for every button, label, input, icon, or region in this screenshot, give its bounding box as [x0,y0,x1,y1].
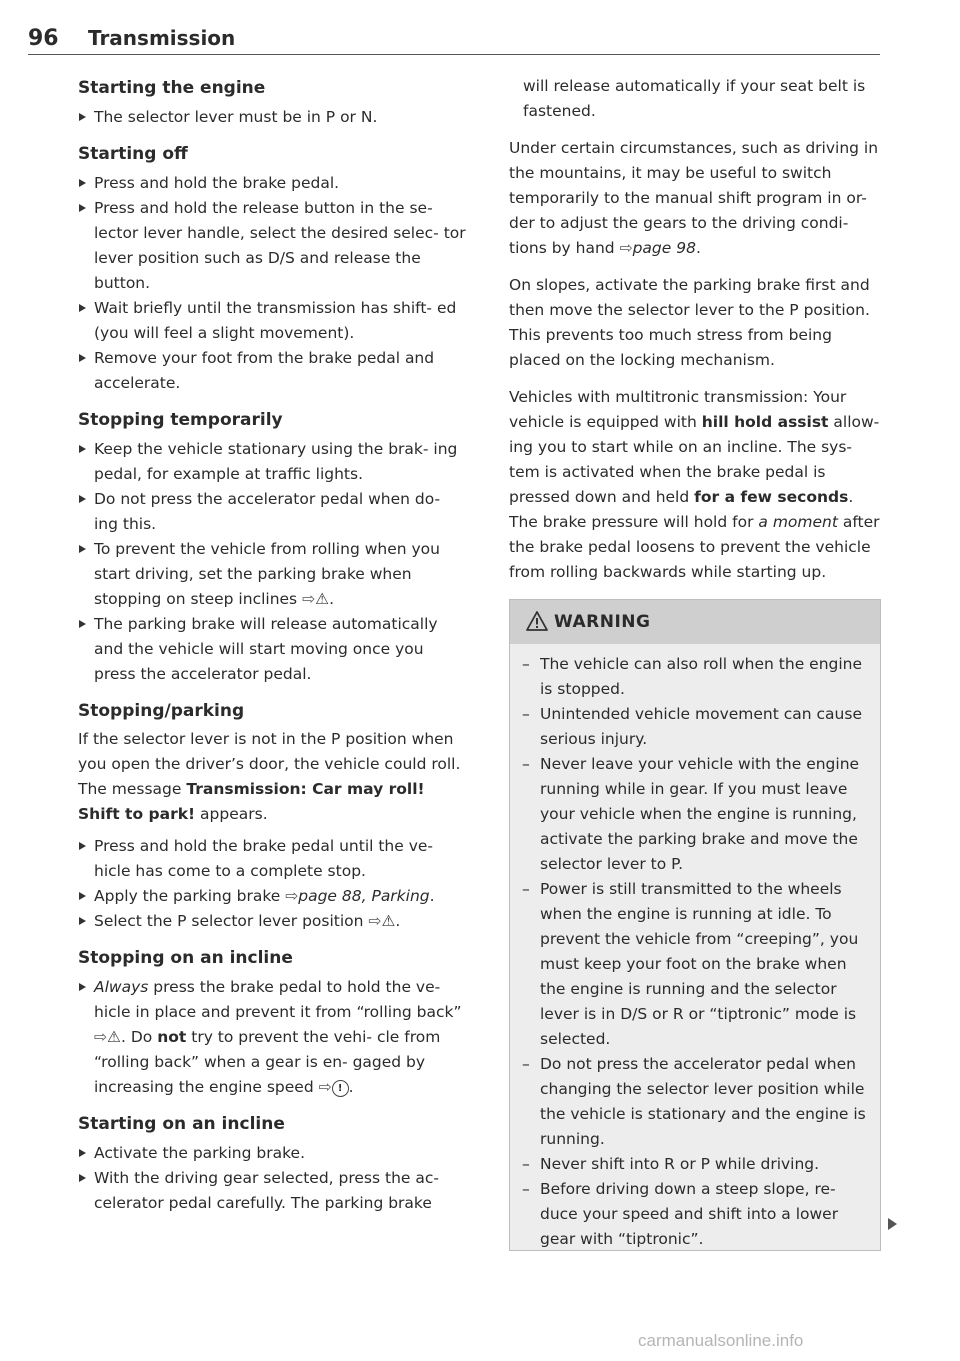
chapter-title: Transmission [88,26,236,50]
page-number: 96 [28,26,59,51]
step: Press and hold the release button in the se- lector lever handle, select the desired selec- tor lever position such as D/S and release the button. [78,196,468,296]
continue-arrow-icon [888,1218,897,1230]
cross-reference-arrow-icon: ⇨ [619,239,633,257]
para-text: If the selector lever is not in the P position when you open the driver’s door, the vehicle could roll. The message [78,730,461,798]
step-end: . [395,912,401,930]
warning-item: – Power is still transmitted to the wheels when the engine is running at idle. To prevent the vehicle from “creeping”, you must keep your foot on the brake when the engine is running and the selector lever is in D/S or R or “tiptronic” mode is selected. [522,877,868,1052]
left-column [78,74,468,1216]
emphasis-moment: a moment [758,513,838,531]
paragraph-slopes: On slopes, activate the parking brake first and then move the selector lever to the P position. This prevents too much stress from being placed on the locking mechanism. [509,276,870,369]
step: Do not press the accelerator pedal when do- ing this. [78,487,468,537]
emphasis-not: not [157,1028,187,1046]
heading-starting-incline: Starting on an incline [78,1114,285,1134]
steps-starting-off [78,171,468,396]
para-text: after the brake pedal loosens to prevent the vehicle from rolling backwards while starting up. [509,513,880,581]
steps-starting-incline [78,1141,468,1216]
emphasis-hill-hold: hill hold assist [701,413,829,431]
step: Keep the vehicle stationary using the brak- ing pedal, for example at traffic lights. [78,437,468,487]
step: Remove your foot from the brake pedal and accelerate. [78,346,468,396]
step-text: try to prevent the vehi- cle from “rolling back” when a gear is en- gaged by increasing the engine speed [94,1028,441,1096]
para-text: appears. [200,805,268,823]
step: With the driving gear selected, press the ac- celerator pedal carefully. The parking brake [78,1166,468,1216]
page-reference-link[interactable]: page 88, Parking [298,887,430,905]
para-text: . The brake pressure will hold for [509,488,854,531]
notice-icon[interactable]: ! [332,1080,349,1097]
steps-stopping-incline [78,975,468,1100]
step-end: . [429,887,435,905]
paragraph-stopping-parking [78,727,468,827]
step: Press and hold the brake pedal until the ve- hicle has come to a complete stop. [78,834,468,884]
emphasis-always: Always [94,978,149,996]
steps-starting-engine [78,105,468,130]
right-column [509,74,881,585]
warning-item: – Unintended vehicle movement can cause serious injury. [522,702,868,752]
page-header [28,22,880,55]
cross-reference-arrow-icon: ⇨ [368,912,382,930]
step-text: . Do [121,1028,153,1046]
cross-reference-arrow-icon: ⇨ [94,1028,107,1046]
heading-starting-engine: Starting the engine [78,78,266,98]
step-end: . [329,590,335,608]
warning-list [510,644,880,1252]
step [78,537,468,612]
cross-reference-arrow-icon: ⇨ [285,887,299,905]
continued-text: will release automatically if your seat belt is fastened. [523,77,866,120]
step [78,975,468,1100]
step-text: To prevent the vehicle from rolling when you start driving, set the parking brake when stopping on steep inclines [94,540,440,608]
page-reference-link[interactable]: page 98 [632,239,696,257]
paragraph-manual-shift [509,136,881,261]
heading-stopping-parking: Stopping/parking [78,701,245,721]
cross-reference-arrow-icon: ⇨ [302,590,316,608]
step-text: Apply the parking brake [94,887,281,905]
heading-starting-off: Starting off [78,144,188,164]
step: The selector lever must be in P or N. [78,105,468,130]
para-end: . [695,239,701,257]
steps-stopping-temporarily [78,437,468,687]
emphasis-few-seconds: for a few seconds [694,488,849,506]
watermark: carmanualsonline.info [638,1331,804,1350]
step: Press and hold the brake pedal. [78,171,468,196]
warning-icon[interactable]: ⚠ [315,590,330,608]
step-text: Select the P selector lever position [94,912,364,930]
step: The parking brake will release automatically and the vehicle will start moving once you press the accelerator pedal. [78,612,468,687]
warning-icon[interactable]: ⚠ [107,1028,121,1046]
para-text: Vehicles with multitronic transmission: Your vehicle is equipped with [509,388,847,431]
step [78,884,468,909]
paragraph-hill-hold [509,385,881,585]
warning-item: – Never leave your vehicle with the engine running while in gear. If you must leave your vehicle when the engine is running, activate the parking brake and move the selector lever to P. [522,752,868,877]
step-text: press the brake pedal to hold the ve- hicle in place and prevent it from “rolling back” [94,978,462,1021]
warning-item: – Before driving down a steep slope, re- duce your speed and shift into a lower gear with “tiptronic”. [522,1177,868,1252]
heading-stopping-incline: Stopping on an incline [78,948,293,968]
step: Activate the parking brake. [78,1141,468,1166]
warning-box [509,599,881,1251]
warning-icon[interactable]: ⚠ [381,912,396,930]
heading-stopping-temporarily: Stopping temporarily [78,410,283,430]
warning-item: – Do not press the accelerator pedal when changing the selector lever position while the vehicle is stationary and the engine is running. [522,1052,868,1152]
step: Wait briefly until the transmission has shift- ed (you will feel a slight movement). [78,296,468,346]
message-text: Transmission: Car may roll! Shift to park! [78,780,425,823]
warning-item: – The vehicle can also roll when the engine is stopped. [522,652,868,702]
warning-item: – Never shift into R or P while driving. [522,1152,868,1177]
steps-stopping-parking [78,834,468,934]
step [78,909,468,934]
cross-reference-arrow-icon: ⇨ [318,1078,332,1096]
warning-triangle-icon [526,611,548,631]
para-text: Under certain circumstances, such as driving in the mountains, it may be useful to switch temporarily to the manual shift program in or- der to adjust the gears to the driving condi- tions by hand [509,139,879,257]
warning-label: WARNING [554,612,651,632]
warning-header [510,600,880,644]
step-end: . [348,1078,354,1096]
para-text: allow- ing you to start while on an incline. The sys- tem is activated when the brake pedal is pressed down and held [509,413,880,506]
